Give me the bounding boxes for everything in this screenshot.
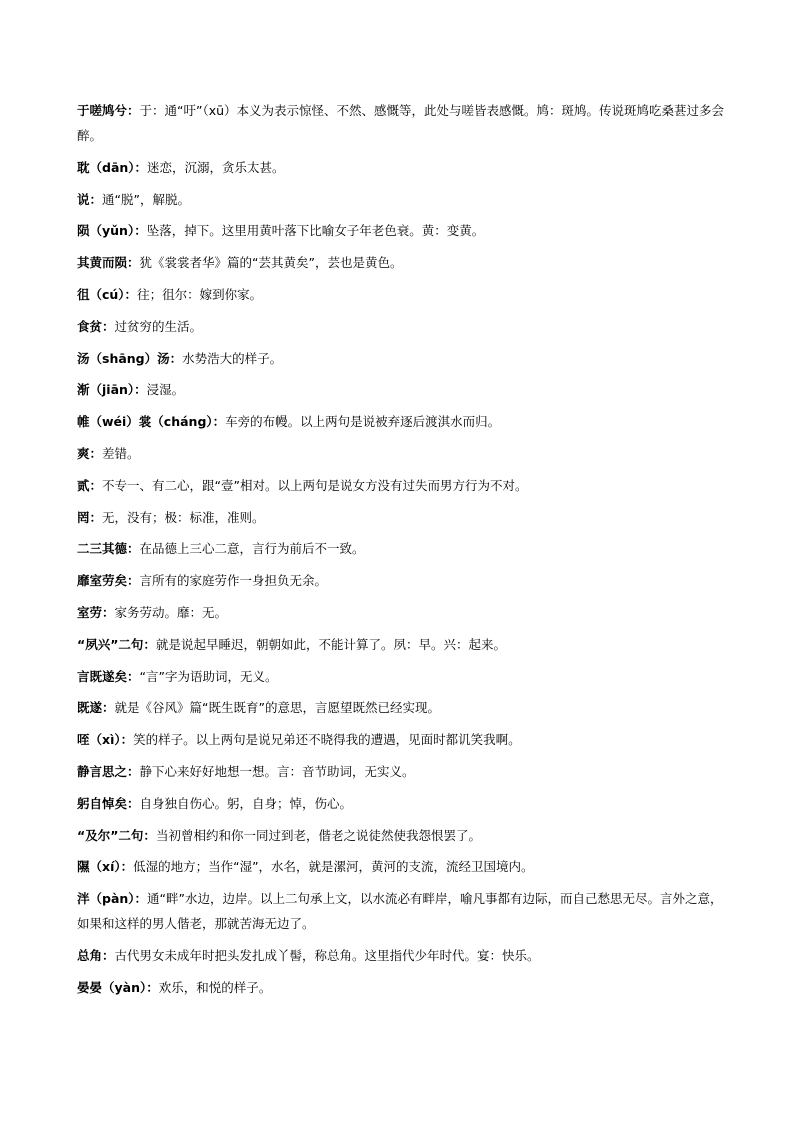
annotation-entry xyxy=(77,727,725,752)
entry-term: 室劳： xyxy=(77,604,115,620)
annotation-entry xyxy=(77,854,725,879)
annotation-entry xyxy=(77,943,725,968)
entry-term: 食贫： xyxy=(77,318,115,334)
annotation-entry xyxy=(77,98,725,148)
entry-definition: 自身独自伤心。躬，自身；悼，伤心。 xyxy=(139,795,353,811)
entry-definition: 无，没有；极：标准，准则。 xyxy=(102,509,265,525)
annotation-entry xyxy=(77,975,725,1000)
entry-definition: 迷恋，沉溺，贪乐太甚。 xyxy=(147,159,285,175)
entry-definition: 低湿的地方；当作“湿”，水名，就是漯河，黄河的支流，流经卫国境内。 xyxy=(133,859,534,875)
entry-definition: 在品德上三心二意，言行为前后不一致。 xyxy=(139,541,365,557)
entry-definition: 车旁的布幔。以上两句是说被弃逐后渡淇水而归。 xyxy=(225,414,501,430)
annotation-entry xyxy=(77,346,725,371)
annotation-page xyxy=(77,98,725,1007)
entry-definition: 浸湿。 xyxy=(146,382,185,398)
entry-term: 咥（xì）： xyxy=(77,732,134,748)
entry-term: 其黄而陨： xyxy=(77,255,140,271)
entry-definition: 通“畔”水边，边岸。以上二句承上文，以水流必有畔岸，喻凡事都有边际，而自己愁思无尽。言外之意，如果和这样的男人偕老，那就苦海无边了。 xyxy=(77,891,723,932)
annotation-entry xyxy=(77,568,725,593)
entry-term: 既遂： xyxy=(77,700,115,716)
annotation-entry xyxy=(77,823,725,848)
annotation-entry xyxy=(77,282,725,307)
entry-definition: 笑的样子。以上两句是说兄弟还不晓得我的遭遇，见面时都讥笑我啊。 xyxy=(133,732,521,748)
entry-term: “夙兴”二句： xyxy=(77,636,156,652)
annotation-entry xyxy=(77,695,725,720)
entry-definition: 古代男女未成年时把头发扎成丫髻，称总角。这里指代少年时代。宴：快乐。 xyxy=(114,947,540,963)
entry-definition: 静下心来好好地想一想。言：音节助词，无实义。 xyxy=(139,763,415,779)
entry-term: 爽： xyxy=(77,445,103,461)
entry-definition: 过贫穷的生活。 xyxy=(114,318,203,334)
annotation-entry xyxy=(77,536,725,561)
entry-term: 罔： xyxy=(77,509,103,525)
entry-definition: 当初曾相约和你一同过到老，偕老之说徒然使我怨恨罢了。 xyxy=(155,827,481,843)
entry-definition: 不专一、有二心，跟“壹”相对。以上两句是说女方没有过失而男方行为不对。 xyxy=(102,477,528,493)
entry-term: 泮（pàn）： xyxy=(77,891,148,907)
entry-definition: 通“脱”，解脱。 xyxy=(102,191,190,207)
entry-term: 贰： xyxy=(77,477,103,493)
annotation-entry xyxy=(77,791,725,816)
entry-term: 静言思之： xyxy=(77,763,140,779)
entry-definition: 言所有的家庭劳作一身担负无余。 xyxy=(139,573,328,589)
entry-term: 汤（shāng）汤： xyxy=(77,350,183,366)
entry-definition: 欢乐，和悦的样子。 xyxy=(158,979,272,995)
entry-term: 渐（jiān）： xyxy=(77,382,147,398)
annotation-entry xyxy=(77,377,725,402)
annotation-entry xyxy=(77,505,725,530)
annotation-entry xyxy=(77,218,725,243)
entry-definition: 就是说起早睡迟，朝朝如此，不能计算了。夙：早。兴：起来。 xyxy=(155,636,506,652)
annotation-entry xyxy=(77,250,725,275)
entry-term: “及尔”二句： xyxy=(77,827,156,843)
annotation-entry xyxy=(77,600,725,625)
entry-definition: 就是《谷风》篇“既生既育”的意思，言愿望既然已经实现。 xyxy=(114,700,440,716)
entry-term: 躬自悼矣： xyxy=(77,795,140,811)
entry-definition: 坠落，掉下。这里用黄叶落下比喻女子年老色衰。黄：变黄。 xyxy=(146,223,485,239)
annotation-entry xyxy=(77,441,725,466)
entry-term: 言既遂矣： xyxy=(77,668,140,684)
entry-definition: 水势浩大的样子。 xyxy=(182,350,283,366)
annotation-entry xyxy=(77,314,725,339)
entry-term: 耽（dān）： xyxy=(77,159,148,175)
annotation-entry xyxy=(77,473,725,498)
annotation-entry xyxy=(77,886,725,936)
entry-term: 徂（cú）： xyxy=(77,286,138,302)
annotation-entry xyxy=(77,664,725,689)
annotation-entry xyxy=(77,632,725,657)
entry-term: 二三其德： xyxy=(77,541,140,557)
annotation-entry xyxy=(77,759,725,784)
entry-term: 靡室劳矣： xyxy=(77,573,140,589)
entry-term: 隰（xí）： xyxy=(77,859,134,875)
annotation-entry xyxy=(77,409,725,434)
entry-definition: 差错。 xyxy=(102,445,140,461)
entry-term: 于嗟鸠兮： xyxy=(77,103,140,118)
annotation-entry xyxy=(77,187,725,212)
annotation-entry xyxy=(77,155,725,180)
entry-definition: 于：通“吁”（xū）本义为表示惊怪、不然、感慨等，此处与嗟皆表感慨。鸠：斑鸠。传说斑鸠吃桑葚过多会醉。 xyxy=(77,103,725,143)
entry-definition: 家务劳动。靡：无。 xyxy=(114,604,228,620)
entry-term: 晏晏（yàn）： xyxy=(77,979,159,995)
entry-term: 帷（wéi）裳（cháng）： xyxy=(77,414,226,430)
entry-definition: 犹《裳裳者华》篇的“芸其黄矣”，芸也是黄色。 xyxy=(139,255,403,271)
entry-definition: “言”字为语助词，无义。 xyxy=(139,668,278,684)
entry-definition: 往；徂尔：嫁到你家。 xyxy=(137,286,263,302)
entry-term: 说： xyxy=(77,191,103,207)
entry-term: 总角： xyxy=(77,947,115,963)
entry-term: 陨（yǔn）： xyxy=(77,223,147,239)
